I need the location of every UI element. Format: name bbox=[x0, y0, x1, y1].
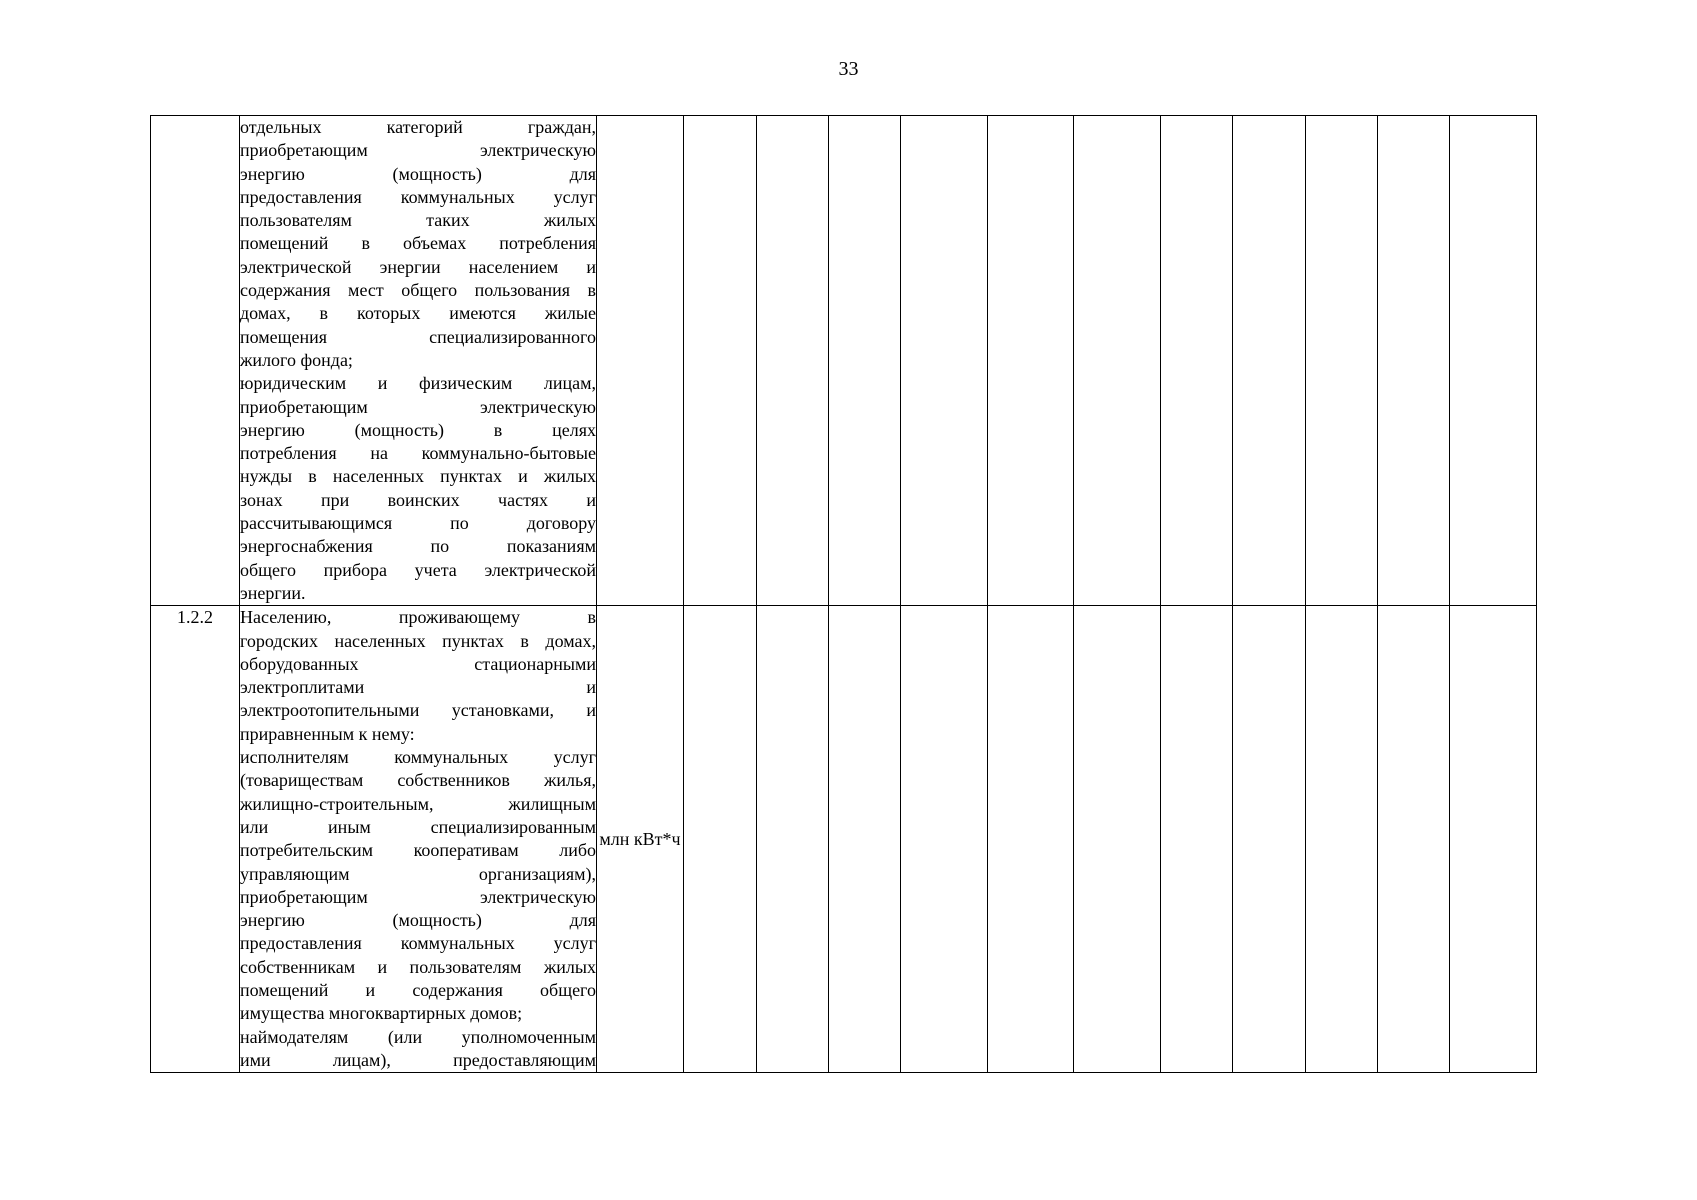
description-line: приравненным к нему: bbox=[240, 723, 415, 744]
empty-cell bbox=[988, 116, 1074, 606]
description-line: энергоснабжения по показаниям bbox=[240, 536, 596, 557]
description-line: жилищно-строительным, жилищным bbox=[240, 793, 596, 814]
row-number: 1.2.2 bbox=[151, 606, 240, 1073]
empty-cell bbox=[757, 116, 829, 606]
description-line: приобретающим электрическую bbox=[240, 140, 596, 161]
description-line: электроплитами и bbox=[240, 677, 596, 698]
table-row bbox=[151, 606, 1537, 1073]
description-line: предоставления коммунальных услуг bbox=[240, 186, 596, 207]
row-description bbox=[240, 116, 597, 606]
description-line: содержания мест общего пользования в bbox=[240, 280, 596, 301]
description-line: домах, в которых имеются жилые bbox=[240, 303, 596, 324]
empty-cell bbox=[757, 606, 829, 1073]
description-line: потребительским кооперативам либо bbox=[240, 840, 596, 861]
description-line: ими лицам), предоставляющим bbox=[240, 1049, 596, 1070]
empty-cell bbox=[829, 116, 901, 606]
description-line: исполнителям коммунальных услуг bbox=[240, 747, 596, 768]
row-unit bbox=[597, 116, 684, 606]
empty-cell bbox=[1161, 606, 1233, 1073]
description-line: приобретающим электрическую bbox=[240, 886, 596, 907]
empty-cell bbox=[1378, 606, 1450, 1073]
description-line: городских населенных пунктах в домах, bbox=[240, 630, 596, 651]
empty-cell bbox=[684, 606, 757, 1073]
description-line: приобретающим электрическую bbox=[240, 396, 596, 417]
description-line: энергии. bbox=[240, 582, 306, 603]
description-line: зонах при воинских частях и bbox=[240, 489, 596, 510]
row-unit: млн кВт*ч bbox=[597, 606, 684, 1073]
description-line: помещений и содержания общего bbox=[240, 979, 596, 1000]
empty-cell bbox=[829, 606, 901, 1073]
description-line: отдельных категорий граждан, bbox=[240, 117, 596, 137]
description-line: юридическим и физическим лицам, bbox=[240, 373, 596, 394]
description-line: энергию (мощность) для bbox=[240, 910, 596, 931]
empty-cell bbox=[1306, 116, 1378, 606]
row-description bbox=[240, 606, 597, 1073]
empty-cell bbox=[901, 606, 988, 1073]
description-line: или иным специализированным bbox=[240, 816, 596, 837]
table-row bbox=[151, 116, 1537, 606]
description-line: электроотопительными установками, и bbox=[240, 700, 596, 721]
empty-cell bbox=[1450, 606, 1537, 1073]
description-line: предоставления коммунальных услуг bbox=[240, 933, 596, 954]
description-line: управляющим организациям), bbox=[240, 863, 596, 884]
description-line: пользователям таких жилых bbox=[240, 210, 596, 231]
description-line: (товариществам собственников жилья, bbox=[240, 770, 596, 791]
description-line: имущества многоквартирных домов; bbox=[240, 1003, 523, 1024]
empty-cell bbox=[1074, 606, 1161, 1073]
empty-cell bbox=[1306, 606, 1378, 1073]
description-line: помещений в объемах потребления bbox=[240, 233, 596, 254]
data-table bbox=[150, 115, 1537, 1073]
empty-cell bbox=[1074, 116, 1161, 606]
row-number bbox=[151, 116, 240, 606]
empty-cell bbox=[901, 116, 988, 606]
empty-cell bbox=[988, 606, 1074, 1073]
description-line: помещения специализированного bbox=[240, 326, 596, 347]
description-line: жилого фонда; bbox=[240, 349, 353, 370]
empty-cell bbox=[684, 116, 757, 606]
description-line: общего прибора учета электрической bbox=[240, 559, 596, 580]
empty-cell bbox=[1233, 116, 1306, 606]
description-line: наймодателям (или уполномоченным bbox=[240, 1026, 596, 1047]
page-number: 33 bbox=[838, 58, 859, 80]
description-line: нужды в населенных пунктах и жилых bbox=[240, 466, 596, 487]
empty-cell bbox=[1161, 116, 1233, 606]
description-line: энергию (мощность) для bbox=[240, 163, 596, 184]
description-line: оборудованных стационарными bbox=[240, 653, 596, 674]
description-line: собственникам и пользователям жилых bbox=[240, 956, 596, 977]
empty-cell bbox=[1450, 116, 1537, 606]
empty-cell bbox=[1378, 116, 1450, 606]
description-line: энергию (мощность) в целях bbox=[240, 419, 596, 440]
description-line: Населению, проживающему в bbox=[240, 607, 596, 628]
description-line: потребления на коммунально-бытовые bbox=[240, 443, 596, 464]
empty-cell bbox=[1233, 606, 1306, 1073]
description-line: рассчитывающимся по договору bbox=[240, 513, 596, 534]
description-line: электрической энергии населением и bbox=[240, 256, 596, 277]
